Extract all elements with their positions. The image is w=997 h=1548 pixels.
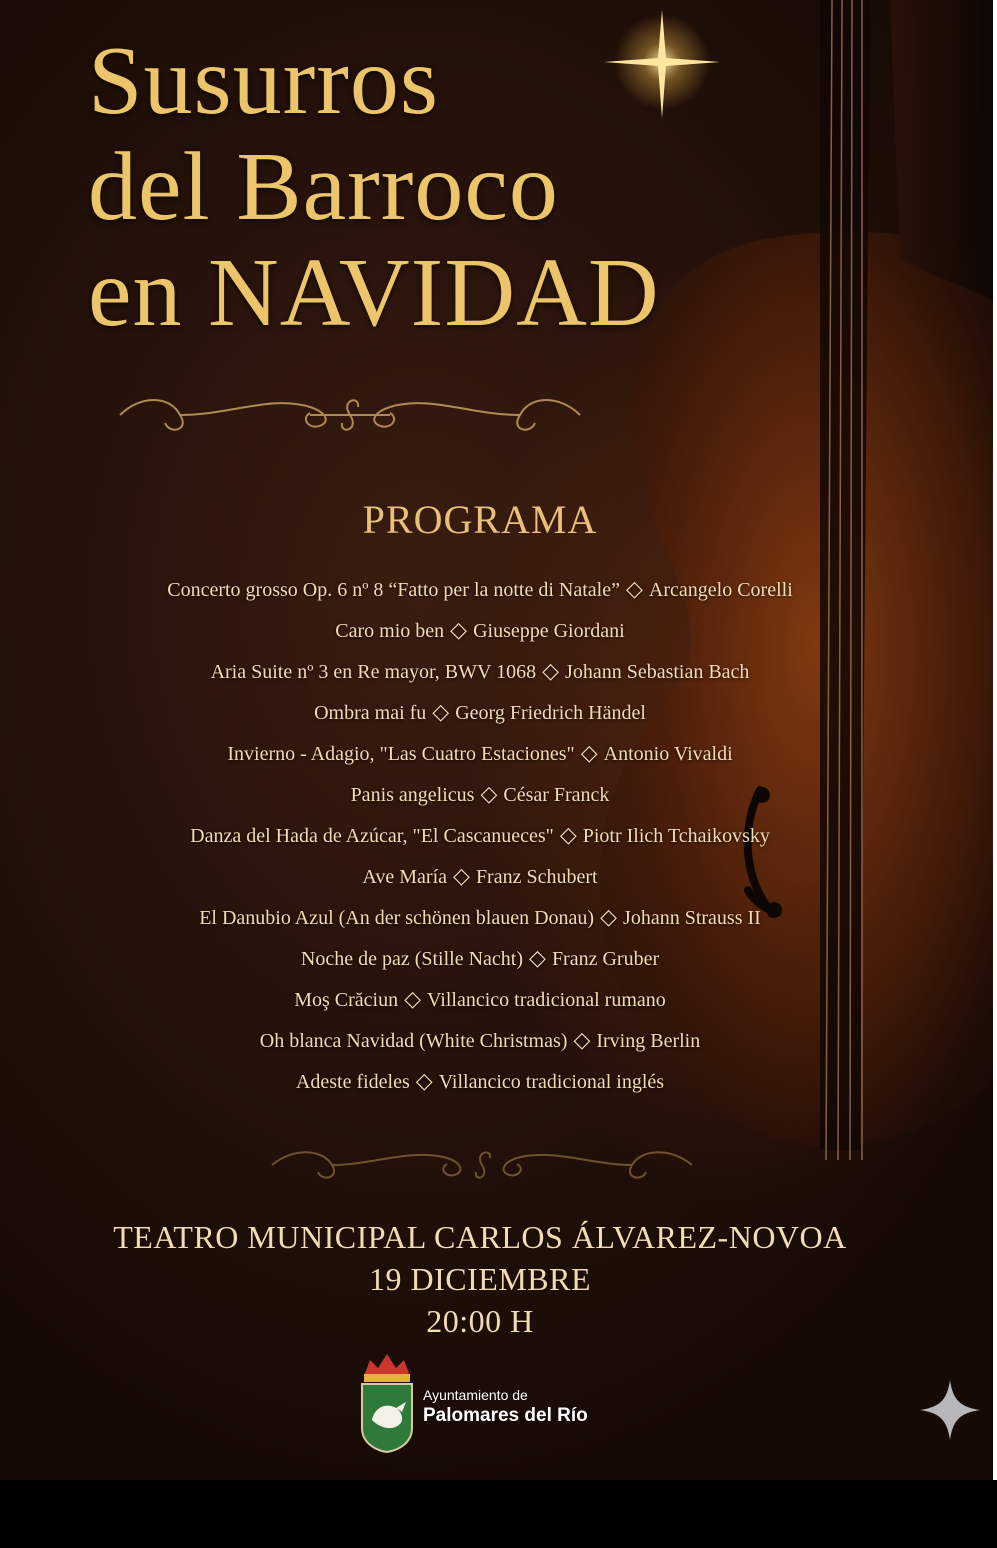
event-title [88, 28, 660, 346]
diamond-separator-icon: ◇ [573, 1028, 591, 1053]
program-item [0, 774, 960, 815]
title-line-1: Susurros [88, 27, 440, 135]
organizer-logo [423, 1386, 588, 1428]
program-composer: Antonio Vivaldi [603, 743, 733, 765]
program-item [0, 692, 960, 733]
event-time: 20:00 H [426, 1303, 534, 1339]
program-item [0, 979, 960, 1020]
diamond-separator-icon: ◇ [559, 823, 577, 848]
program-composer: Arcangelo Corelli [648, 579, 793, 601]
program-work: Caro mio ben [335, 620, 445, 642]
diamond-separator-icon: ◇ [480, 782, 498, 807]
program-composer: Giuseppe Giordani [473, 620, 625, 642]
program-work: Panis angelicus [350, 784, 475, 806]
program-work: Adeste fideles [295, 1071, 410, 1093]
diamond-separator-icon: ◇ [432, 700, 450, 725]
program-work: Invierno - Adagio, "Las Cuatro Estaciones" [227, 743, 575, 765]
program-work: Noche de paz (Stille Nacht) [300, 948, 524, 970]
program-item [0, 733, 960, 774]
right-edge-strip [993, 0, 997, 1480]
organizer-line-1: Ayuntamiento de [423, 1387, 528, 1403]
coat-of-arms-icon [356, 1350, 418, 1454]
program-item [0, 938, 960, 979]
program-composer: Johann Strauss II [623, 907, 761, 929]
program-work: Ave María [362, 866, 448, 888]
program-item [0, 1061, 960, 1102]
program-item [0, 610, 960, 651]
title-line-3: en NAVIDAD [88, 239, 660, 347]
program-work: Moş Crăciun [294, 989, 399, 1011]
diamond-separator-icon: ◇ [626, 577, 643, 602]
program-work: El Danubio Azul (An der schönen blauen Donau) [199, 907, 595, 929]
program-composer: César Franck [503, 784, 610, 806]
program-composer: Irving Berlin [596, 1030, 701, 1052]
scroll-ornament-top [110, 385, 590, 445]
program-composer: Villancico tradicional inglés [438, 1071, 665, 1093]
program-composer: Villancico tradicional rumano [427, 989, 666, 1011]
program-composer: Johann Sebastian Bach [565, 661, 750, 683]
diamond-separator-icon: ◇ [453, 864, 470, 889]
diamond-separator-icon: ◇ [404, 987, 422, 1012]
program-composer: Piotr Ilich Tchaikovsky [582, 825, 770, 847]
program-item [0, 569, 960, 610]
program-item [0, 856, 960, 897]
event-date: 19 DICIEMBRE [369, 1261, 591, 1297]
sparkle-icon[interactable] [918, 1378, 982, 1442]
program-composer: Georg Friedrich Händel [455, 702, 646, 724]
program-item [0, 1020, 960, 1061]
title-line-2: del Barroco [88, 133, 559, 241]
venue-name: TEATRO MUNICIPAL CARLOS ÁLVAREZ-NOVOA [113, 1219, 847, 1255]
diamond-separator-icon: ◇ [580, 741, 598, 766]
scroll-ornament-bottom [262, 1140, 702, 1190]
program-list [0, 569, 960, 1102]
program-composer: Franz Gruber [551, 948, 660, 970]
diamond-separator-icon: ◇ [529, 946, 546, 971]
venue-info [0, 1216, 960, 1342]
diamond-separator-icon: ◇ [542, 659, 560, 684]
organizer-line-2: Palomares del Río [423, 1405, 588, 1426]
diamond-separator-icon: ◇ [415, 1069, 433, 1094]
bottom-bar [0, 1480, 997, 1548]
program-work: Ombra mai fu [314, 702, 427, 724]
diamond-separator-icon: ◇ [450, 618, 468, 643]
program-work: Concerto grosso Op. 6 nº 8 “Fatto per la notte di Natale” [167, 579, 620, 601]
program-heading: PROGRAMA [362, 497, 598, 542]
program-work: Oh blanca Navidad (White Christmas) [259, 1030, 568, 1052]
diamond-separator-icon: ◇ [600, 905, 618, 930]
program-work: Danza del Hada de Azúcar, "El Cascanueces" [190, 825, 554, 847]
program-item [0, 897, 960, 938]
program-work: Aria Suite nº 3 en Re mayor, BWV 1068 [210, 661, 537, 683]
program-item [0, 815, 960, 856]
program-item [0, 651, 960, 692]
program-composer: Franz Schubert [475, 866, 598, 888]
